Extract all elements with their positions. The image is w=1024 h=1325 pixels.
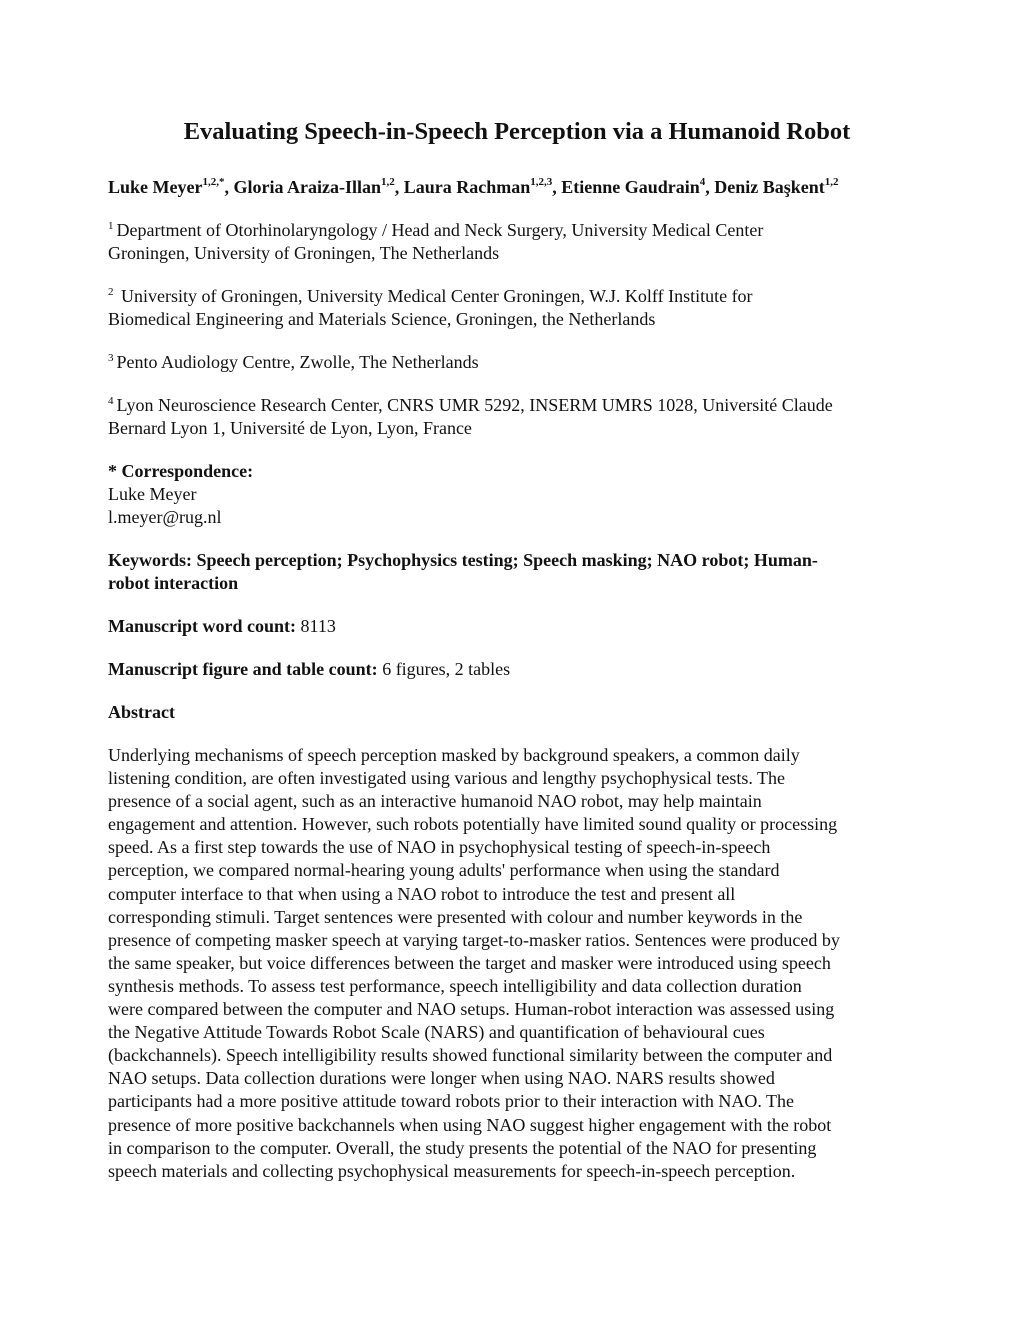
abstract-line: presence of a social agent, such as an interactive humanoid NAO robot, may help maintain [108,791,762,812]
abstract-line: in comparison to the computer. Overall, the study presents the potential of the NAO for presenting [108,1137,817,1158]
abstract-line: NAO setups. Data collection durations were longer when using NAO. NARS results showed [108,1068,775,1089]
correspondence-email[interactable]: l.meyer@rug.nl [108,507,222,527]
affiliation-number: 4 [108,395,114,407]
word-count [108,615,926,638]
abstract-line: participants had a more positive attitude toward robots prior to their interaction with NAO. The [108,1091,794,1112]
affiliation-text: University of Groningen, University Medical Center Groningen, W.J. Kolff Institute for [121,286,753,306]
affiliation-text: Biomedical Engineering and Materials Science, Groningen, the Netherlands [108,309,656,329]
abstract-line: presence of more positive backchannels when using NAO suggest higher engagement with the robot [108,1114,832,1135]
correspondence-heading: * Correspondence: [108,461,254,481]
affiliation-number: 2 [108,286,114,298]
affiliation-text: Bernard Lyon 1, Université de Lyon, Lyon, France [108,418,472,438]
abstract-line: synthesis methods. To assess test performance, speech intelligibility and data collection duration [108,975,802,996]
abstract-line: speech materials and collecting psychophysical measurements for speech-in-speech perception. [108,1160,796,1181]
figure-count-value: 6 figures, 2 tables [382,659,511,679]
author-name: Gloria Araiza-Illan [233,177,381,197]
abstract-line: Underlying mechanisms of speech perception masked by background speakers, a common daily [108,745,800,765]
keywords [108,549,926,595]
author-name: Luke Meyer [108,177,203,197]
abstract-line: the same speaker, but voice differences between the target and masker were introduced using speech [108,952,831,973]
word-count-value: 8113 [300,616,336,636]
abstract-line: computer interface to that when using a NAO robot to introduce the test and present all [108,883,736,904]
author-separator: , [552,177,562,197]
abstract-heading: Abstract [108,702,175,722]
author-affiliation-marker: 1,2,3 [530,176,553,188]
affiliation-number: 3 [108,352,114,364]
affiliation-number: 1 [108,220,114,232]
author-separator: , [224,177,234,197]
affiliation-text: Lyon Neuroscience Research Center, CNRS UMR 5292, INSERM UMRS 1028, Université Claude [116,395,833,415]
figure-count-label: Manuscript figure and table count: [108,659,378,679]
author-affiliation-marker: 4 [699,176,706,188]
abstract-line: presence of competing masker speech at varying target-to-masker ratios. Sentences were produced by [108,929,840,950]
abstract-line: speed. As a first step towards the use of NAO in psychophysical testing of speech-in-speech [108,837,771,858]
paper-title: Evaluating Speech-in-Speech Perception via a Humanoid Robot [183,118,851,145]
abstract-line: the Negative Attitude Towards Robot Scale (NARS) and quantification of behavioural cues [108,1022,765,1043]
abstract-line: corresponding stimuli. Target sentences were presented with colour and number keywords in the [108,906,803,927]
affiliation-2 [108,285,926,331]
affiliation-text: Groningen, University of Groningen, The Netherlands [108,243,500,263]
author-affiliation-marker: 1,2 [380,176,395,188]
paper-page [108,116,926,1183]
abstract-line: (backchannels). Speech intelligibility results showed functional similarity between the computer and [108,1045,833,1066]
author-name: Deniz Başkent [714,177,825,197]
correspondence-name: Luke Meyer [108,484,197,504]
author-affiliation-marker: 1,2,* [202,176,225,188]
abstract-line: listening condition, are often investigated using various and lengthy psychophysical tests. The [108,768,786,789]
affiliation-3 [108,351,926,374]
affiliation-4 [108,394,926,440]
affiliation-text: Pento Audiology Centre, Zwolle, The Netherlands [116,352,479,372]
affiliation-text: Department of Otorhinolaryngology / Head and Neck Surgery, University Medical Center [116,220,764,240]
author-affiliation-marker: 1,2 [824,176,839,188]
word-count-label: Manuscript word count: [108,616,296,636]
abstract-body [108,744,926,1183]
keywords-line: robot interaction [108,573,239,593]
figure-count [108,658,926,681]
author-separator: , [705,177,715,197]
affiliation-1 [108,219,926,265]
author-name: Laura Rachman [403,177,531,197]
correspondence-block [108,460,926,529]
author-name: Etienne Gaudrain [561,177,700,197]
abstract-line: were compared between the computer and NAO setups. Human-robot interaction was assessed using [108,999,835,1020]
abstract-line: perception, we compared normal-hearing young adults' performance when using the standard [108,860,780,881]
author-list [108,176,926,199]
abstract-line: engagement and attention. However, such robots potentially have limited sound quality or processing [108,814,838,835]
author-separator: , [394,177,404,197]
keywords-line: Keywords: Speech perception; Psychophysics testing; Speech masking; NAO robot; Human- [108,550,818,570]
